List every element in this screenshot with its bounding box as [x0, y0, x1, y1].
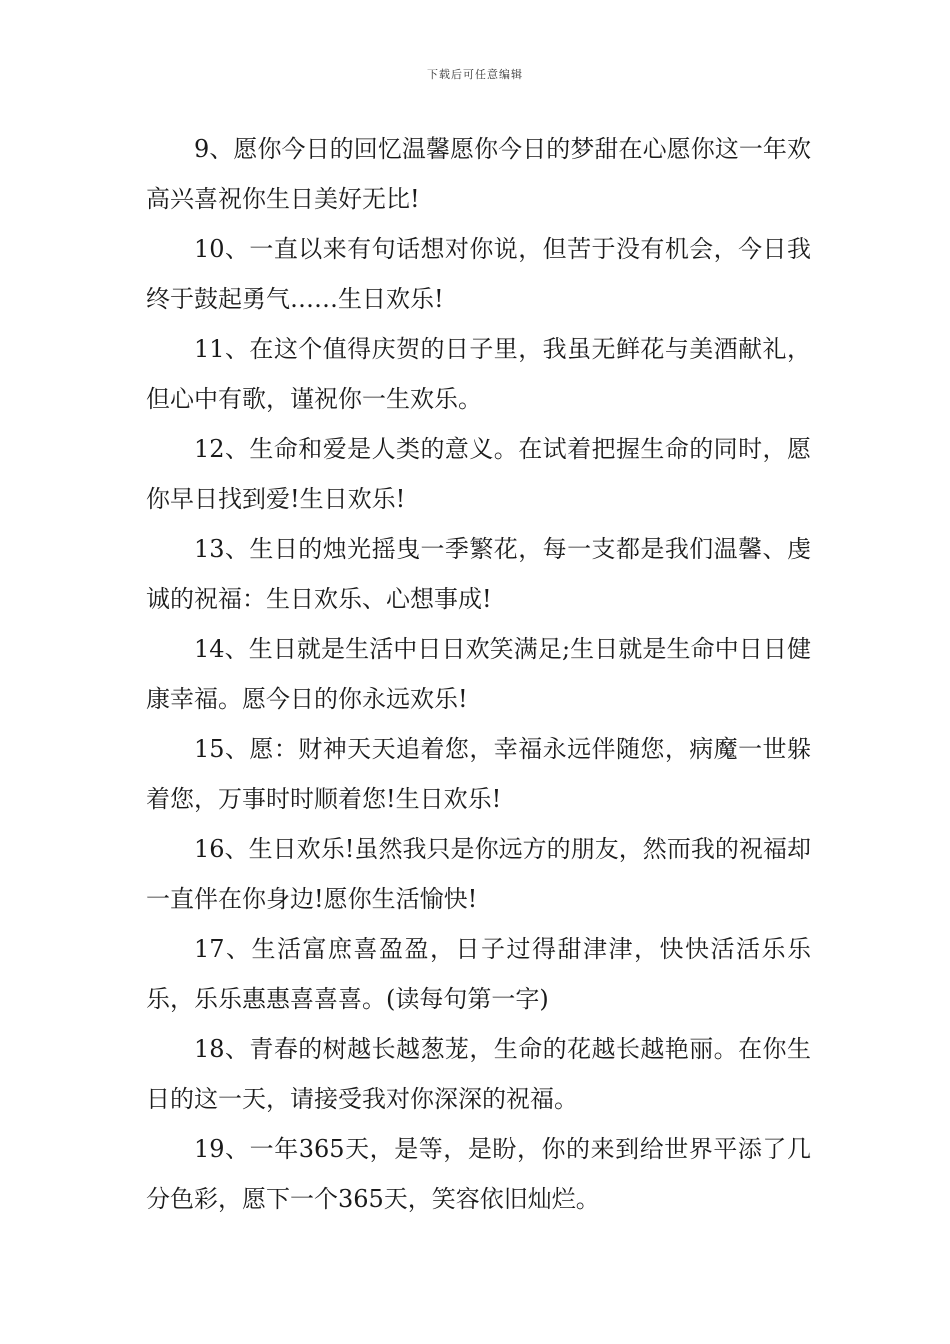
paragraph-16: 16、生日欢乐!虽然我只是你远方的朋友，然而我的祝福却一直伴在你身边!愿你生活愉快! [146, 835, 811, 913]
paragraph-12: 12、生命和爱是人类的意义。在试着把握生命的同时，愿你早日找到爱!生日欢乐! [146, 435, 811, 513]
paragraph-17: 17、生活富庶喜盈盈，日子过得甜津津，快快活活乐乐乐，乐乐惠惠喜喜喜。(读每句第一字) [146, 935, 811, 1013]
paragraph-10: 10、一直以来有句话想对你说，但苦于没有机会，今日我终于鼓起勇气……生日欢乐! [146, 235, 811, 313]
paragraph-14: 14、生日就是生活中日日欢笑满足;生日就是生命中日日健康幸福。愿今日的你永远欢乐! [146, 635, 811, 713]
paragraph-15: 15、愿：财神天天追着您，幸福永远伴随您，病魔一世躲着您，万事时时顺着您!生日欢乐! [146, 735, 811, 813]
paragraph-18: 18、青春的树越长越葱茏，生命的花越长越艳丽。在你生日的这一天，请接受我对你深深的祝福。 [146, 1035, 811, 1113]
document-body [146, 124, 811, 1224]
header-note: 下载后可任意编辑 [427, 68, 523, 81]
paragraph-19: 19、一年365天，是等，是盼，你的来到给世界平添了几分色彩，愿下一个365天，笑容依旧灿烂。 [146, 1135, 811, 1213]
paragraph-13: 13、生日的烛光摇曳一季繁花，每一支都是我们温馨、虔诚的祝福：生日欢乐、心想事成! [146, 535, 811, 613]
paragraph-9: 9、愿你今日的回忆温馨愿你今日的梦甜在心愿你这一年欢高兴喜祝你生日美好无比! [146, 135, 811, 213]
paragraph-11: 11、在这个值得庆贺的日子里，我虽无鲜花与美酒献礼，但心中有歌，谨祝你一生欢乐。 [146, 335, 811, 413]
